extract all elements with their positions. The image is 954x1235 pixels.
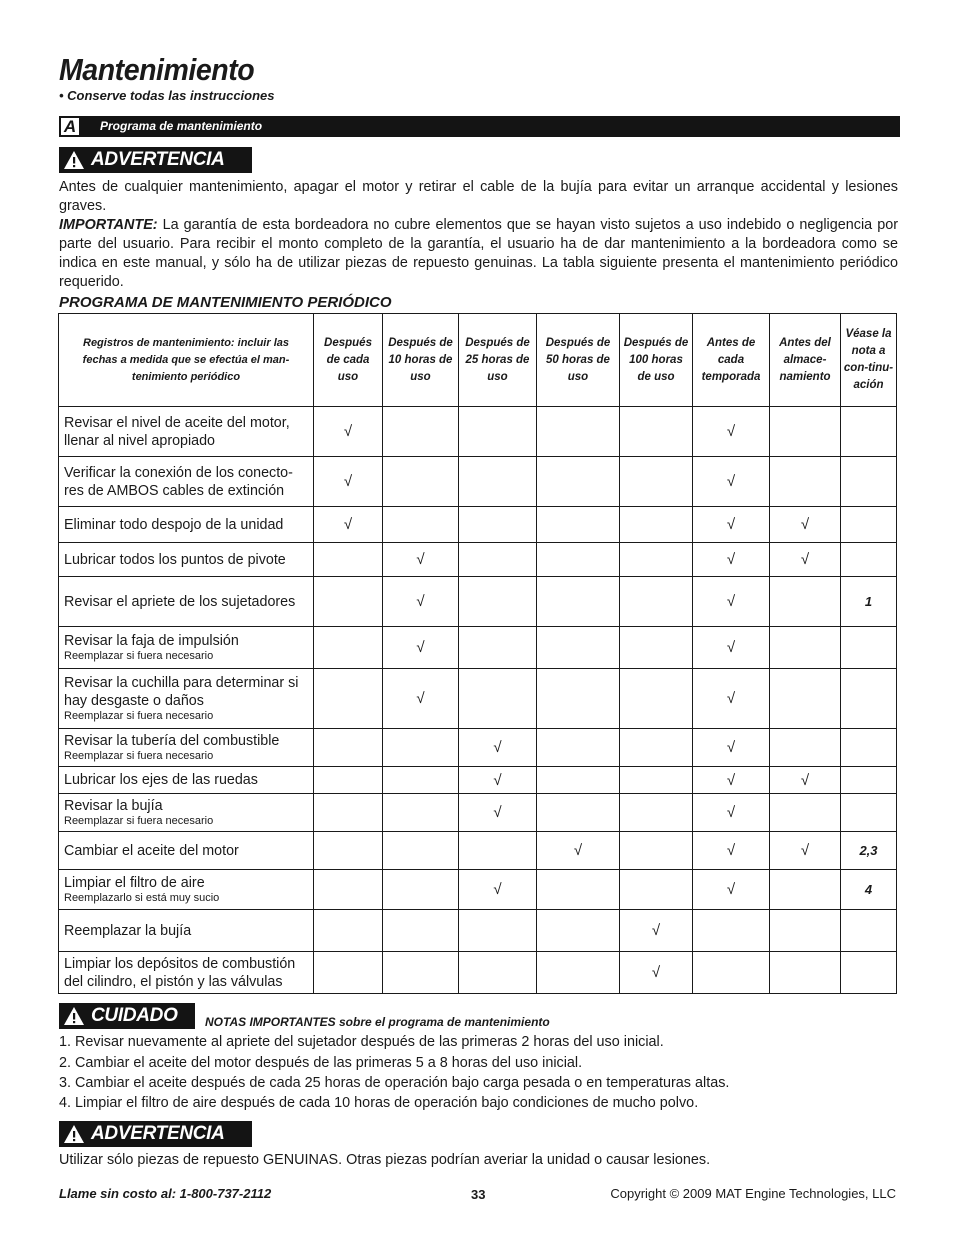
table-row bbox=[59, 729, 897, 767]
check-mark-cell: √ bbox=[459, 729, 537, 767]
check-mark-cell: √ bbox=[693, 407, 770, 457]
task-cell bbox=[59, 794, 314, 832]
task-cell bbox=[59, 507, 314, 543]
check-mark-cell: √ bbox=[537, 832, 620, 870]
check-mark-cell: √ bbox=[459, 794, 537, 832]
footer-copyright: Copyright © 2009 MAT Engine Technologies, LLC bbox=[610, 1186, 896, 1201]
table-row bbox=[59, 507, 897, 543]
empty-cell bbox=[770, 407, 841, 457]
empty-cell bbox=[537, 669, 620, 729]
task-label: Limpiar los depósitos de combustión del cilindro, el pistón y las válvulas bbox=[64, 955, 296, 990]
empty-cell bbox=[459, 832, 537, 870]
table-row bbox=[59, 794, 897, 832]
empty-cell bbox=[383, 870, 459, 910]
task-cell bbox=[59, 910, 314, 952]
empty-cell bbox=[770, 577, 841, 627]
empty-cell bbox=[314, 910, 383, 952]
task-cell bbox=[59, 870, 314, 910]
note-reference-cell bbox=[841, 910, 897, 952]
task-cell bbox=[59, 767, 314, 794]
header-after-25-hours: Después de 25 horas de uso bbox=[459, 314, 537, 407]
check-mark-cell: √ bbox=[693, 627, 770, 669]
empty-cell bbox=[459, 669, 537, 729]
check-mark-cell: √ bbox=[770, 832, 841, 870]
check-mark-cell: √ bbox=[383, 577, 459, 627]
warning-triangle-icon bbox=[63, 150, 85, 170]
empty-cell bbox=[770, 627, 841, 669]
check-mark-cell: √ bbox=[693, 669, 770, 729]
task-label: Reemplazar la bujía bbox=[64, 922, 192, 939]
warning-label: ADVERTENCIA bbox=[91, 149, 225, 170]
check-mark-cell: √ bbox=[693, 832, 770, 870]
task-label: Revisar la faja de impulsión bbox=[64, 633, 239, 649]
caution-banner bbox=[59, 1003, 195, 1029]
note-reference-cell bbox=[841, 543, 897, 577]
check-mark-cell: √ bbox=[693, 457, 770, 507]
check-mark-cell: √ bbox=[693, 577, 770, 627]
maintenance-schedule-table bbox=[58, 313, 897, 994]
empty-cell bbox=[770, 952, 841, 994]
empty-cell bbox=[459, 543, 537, 577]
task-label: Revisar la bujía bbox=[64, 798, 163, 814]
empty-cell bbox=[693, 952, 770, 994]
note-reference-cell bbox=[841, 627, 897, 669]
task-cell bbox=[59, 627, 314, 669]
empty-cell bbox=[314, 669, 383, 729]
table-row bbox=[59, 457, 897, 507]
empty-cell bbox=[314, 577, 383, 627]
empty-cell bbox=[459, 407, 537, 457]
header-before-season: Antes de cada temporada bbox=[693, 314, 770, 407]
empty-cell bbox=[383, 407, 459, 457]
table-body bbox=[59, 407, 897, 994]
empty-cell bbox=[620, 627, 693, 669]
empty-cell bbox=[383, 832, 459, 870]
footer-phone: Llame sin costo al: 1-800-737-2112 bbox=[59, 1186, 272, 1201]
warning-triangle-icon bbox=[63, 1124, 85, 1144]
warning-text: Antes de cualquier mantenimiento, apagar el motor y retirar el cable de la bujía para evitar un arranque accidental y lesiones graves. bbox=[59, 179, 898, 214]
table-caption: PROGRAMA DE MANTENIMIENTO PERIÓDICO bbox=[59, 294, 392, 311]
note-reference-cell bbox=[841, 794, 897, 832]
task-label: Limpiar el filtro de aire bbox=[64, 875, 205, 891]
table-row bbox=[59, 870, 897, 910]
header-after-50-hours: Después de 50 horas de uso bbox=[537, 314, 620, 407]
task-label: Revisar el apriete de los sujetadores bbox=[64, 593, 296, 610]
note-item: 4. Limpiar el filtro de aire después de cada 10 horas de operación bajo condiciones de mucho polvo. bbox=[59, 1095, 699, 1111]
empty-cell bbox=[537, 507, 620, 543]
note-reference-cell bbox=[841, 669, 897, 729]
task-label: Lubricar los ejes de las ruedas bbox=[64, 772, 258, 788]
empty-cell bbox=[537, 794, 620, 832]
note-reference-cell bbox=[841, 729, 897, 767]
empty-cell bbox=[383, 729, 459, 767]
empty-cell bbox=[620, 669, 693, 729]
empty-cell bbox=[314, 870, 383, 910]
note-reference-cell bbox=[841, 457, 897, 507]
empty-cell bbox=[314, 767, 383, 794]
check-mark-cell: √ bbox=[620, 952, 693, 994]
warning-label: ADVERTENCIA bbox=[91, 1123, 225, 1144]
task-cell bbox=[59, 669, 314, 729]
empty-cell bbox=[314, 832, 383, 870]
empty-cell bbox=[537, 910, 620, 952]
empty-cell bbox=[620, 870, 693, 910]
empty-cell bbox=[770, 669, 841, 729]
empty-cell bbox=[770, 910, 841, 952]
note-reference-cell bbox=[841, 407, 897, 457]
check-mark-cell: √ bbox=[314, 457, 383, 507]
note-reference-cell: 2,3 bbox=[841, 832, 897, 870]
section-letter: A bbox=[59, 116, 81, 137]
table-row bbox=[59, 577, 897, 627]
empty-cell bbox=[620, 577, 693, 627]
table-row bbox=[59, 627, 897, 669]
empty-cell bbox=[383, 507, 459, 543]
task-sublabel: Reemplazar si fuera necesario bbox=[64, 710, 214, 722]
note-item: 3. Cambiar el aceite después de cada 25 horas de operación bajo carga pesada o en temperaturas altas. bbox=[59, 1075, 730, 1091]
table-row bbox=[59, 910, 897, 952]
empty-cell bbox=[620, 767, 693, 794]
important-text: La garantía de esta bordeadora no cubre elementos que se hayan visto sujetos a uso indebido o negligencia por parte del usuario. Para recibir el monto completo de la garantía, el usuario ha de dar mantenimiento a la bordeadora como se indica en este manual, y sólo ha de utilizar piezas de repuesto genuinas. La tabla siguiente presenta el mantenimiento periódico requerido. bbox=[59, 217, 898, 290]
note-item: 1. Revisar nuevamente al apriete del sujetador después de las primeras 2 horas del uso inicial. bbox=[59, 1034, 664, 1050]
check-mark-cell: √ bbox=[383, 627, 459, 669]
empty-cell bbox=[537, 543, 620, 577]
empty-cell bbox=[620, 457, 693, 507]
empty-cell bbox=[537, 767, 620, 794]
warning-banner-top bbox=[59, 147, 252, 173]
empty-cell bbox=[459, 910, 537, 952]
task-sublabel: Reemplazar si fuera necesario bbox=[64, 650, 214, 662]
check-mark-cell: √ bbox=[770, 543, 841, 577]
empty-cell bbox=[383, 457, 459, 507]
empty-cell bbox=[314, 543, 383, 577]
task-cell bbox=[59, 457, 314, 507]
check-mark-cell: √ bbox=[314, 407, 383, 457]
important-paragraph bbox=[59, 216, 898, 292]
empty-cell bbox=[537, 457, 620, 507]
check-mark-cell: √ bbox=[693, 767, 770, 794]
section-title: Programa de mantenimiento bbox=[100, 119, 263, 133]
empty-cell bbox=[314, 627, 383, 669]
note-item: 2. Cambiar el aceite del motor después de las primeras 5 a 8 horas del uso inicial. bbox=[59, 1055, 583, 1071]
check-mark-cell: √ bbox=[693, 729, 770, 767]
empty-cell bbox=[537, 870, 620, 910]
note-reference-cell bbox=[841, 767, 897, 794]
empty-cell bbox=[620, 543, 693, 577]
warning-triangle-icon bbox=[63, 1006, 85, 1026]
table-header-row bbox=[59, 314, 897, 407]
task-label: Lubricar todos los puntos de pivote bbox=[64, 551, 286, 568]
header-after-each-use: Después de cada uso bbox=[314, 314, 383, 407]
task-cell bbox=[59, 729, 314, 767]
notes-title: NOTAS IMPORTANTES sobre el programa de mantenimiento bbox=[205, 1015, 550, 1029]
check-mark-cell: √ bbox=[314, 507, 383, 543]
empty-cell bbox=[459, 577, 537, 627]
task-cell bbox=[59, 543, 314, 577]
warning-banner-bottom bbox=[59, 1121, 252, 1147]
genuine-parts-warning: Utilizar sólo piezas de repuesto GENUINAS. Otras piezas podrían averiar la unidad o causar lesiones. bbox=[59, 1152, 711, 1168]
header-before-storage: Antes del almace-namiento bbox=[770, 314, 841, 407]
empty-cell bbox=[770, 794, 841, 832]
table-row bbox=[59, 952, 897, 994]
empty-cell bbox=[314, 729, 383, 767]
empty-cell bbox=[620, 832, 693, 870]
table-row bbox=[59, 543, 897, 577]
task-sublabel: Reemplazar si fuera necesario bbox=[64, 750, 214, 762]
check-mark-cell: √ bbox=[459, 870, 537, 910]
section-header-bar bbox=[59, 116, 900, 137]
task-label: Cambiar el aceite del motor bbox=[64, 842, 239, 859]
check-mark-cell: √ bbox=[693, 507, 770, 543]
header-see-note: Véase la nota a con-tinu-ación bbox=[841, 314, 897, 407]
note-reference-cell bbox=[841, 952, 897, 994]
check-mark-cell: √ bbox=[459, 767, 537, 794]
check-mark-cell: √ bbox=[693, 543, 770, 577]
check-mark-cell: √ bbox=[620, 910, 693, 952]
table-row bbox=[59, 407, 897, 457]
table-row bbox=[59, 767, 897, 794]
task-label: Verificar la conexión de los conecto-res de AMBOS cables de extinción bbox=[64, 464, 293, 499]
empty-cell bbox=[770, 457, 841, 507]
check-mark-cell: √ bbox=[770, 767, 841, 794]
task-label: Revisar la tubería del combustible bbox=[64, 733, 280, 749]
caution-label: CUIDADO bbox=[91, 1005, 178, 1026]
empty-cell bbox=[459, 457, 537, 507]
empty-cell bbox=[620, 729, 693, 767]
empty-cell bbox=[314, 794, 383, 832]
task-cell bbox=[59, 407, 314, 457]
empty-cell bbox=[537, 627, 620, 669]
page-number: 33 bbox=[471, 1187, 486, 1202]
task-cell bbox=[59, 952, 314, 994]
task-label: Eliminar todo despojo de la unidad bbox=[64, 516, 284, 533]
note-reference-cell: 4 bbox=[841, 870, 897, 910]
check-mark-cell: √ bbox=[383, 543, 459, 577]
task-label: Revisar el nivel de aceite del motor, llenar al nivel apropiado bbox=[64, 414, 290, 449]
header-after-100-hours: Después de 100 horas de uso bbox=[620, 314, 693, 407]
important-label: IMPORTANTE: bbox=[59, 217, 158, 233]
empty-cell bbox=[383, 910, 459, 952]
header-after-10-hours: Después de 10 horas de uso bbox=[383, 314, 459, 407]
empty-cell bbox=[459, 507, 537, 543]
empty-cell bbox=[314, 952, 383, 994]
task-label: Revisar la cuchilla para determinar si hay desgaste o daños bbox=[64, 675, 299, 709]
check-mark-cell: √ bbox=[693, 794, 770, 832]
empty-cell bbox=[383, 952, 459, 994]
empty-cell bbox=[537, 577, 620, 627]
page-subtitle: • Conserve todas las instrucciones bbox=[59, 88, 275, 103]
empty-cell bbox=[537, 407, 620, 457]
check-mark-cell: √ bbox=[770, 507, 841, 543]
check-mark-cell: √ bbox=[383, 669, 459, 729]
task-sublabel: Reemplazar si fuera necesario bbox=[64, 815, 214, 827]
task-sublabel: Reemplazarlo si está muy sucio bbox=[64, 892, 220, 904]
check-mark-cell: √ bbox=[693, 870, 770, 910]
empty-cell bbox=[537, 952, 620, 994]
task-cell bbox=[59, 577, 314, 627]
page-title: Mantenimiento bbox=[59, 52, 255, 87]
empty-cell bbox=[620, 507, 693, 543]
empty-cell bbox=[383, 794, 459, 832]
empty-cell bbox=[693, 910, 770, 952]
empty-cell bbox=[459, 627, 537, 669]
empty-cell bbox=[537, 729, 620, 767]
note-reference-cell bbox=[841, 507, 897, 543]
empty-cell bbox=[770, 870, 841, 910]
empty-cell bbox=[770, 729, 841, 767]
task-cell bbox=[59, 832, 314, 870]
empty-cell bbox=[620, 794, 693, 832]
empty-cell bbox=[459, 952, 537, 994]
table-row bbox=[59, 832, 897, 870]
header-records: Registros de mantenimiento: incluir las fechas a medida que se efectúa el man-tenimiento periódico bbox=[59, 314, 314, 407]
empty-cell bbox=[383, 767, 459, 794]
table-row bbox=[59, 669, 897, 729]
empty-cell bbox=[620, 407, 693, 457]
note-reference-cell: 1 bbox=[841, 577, 897, 627]
